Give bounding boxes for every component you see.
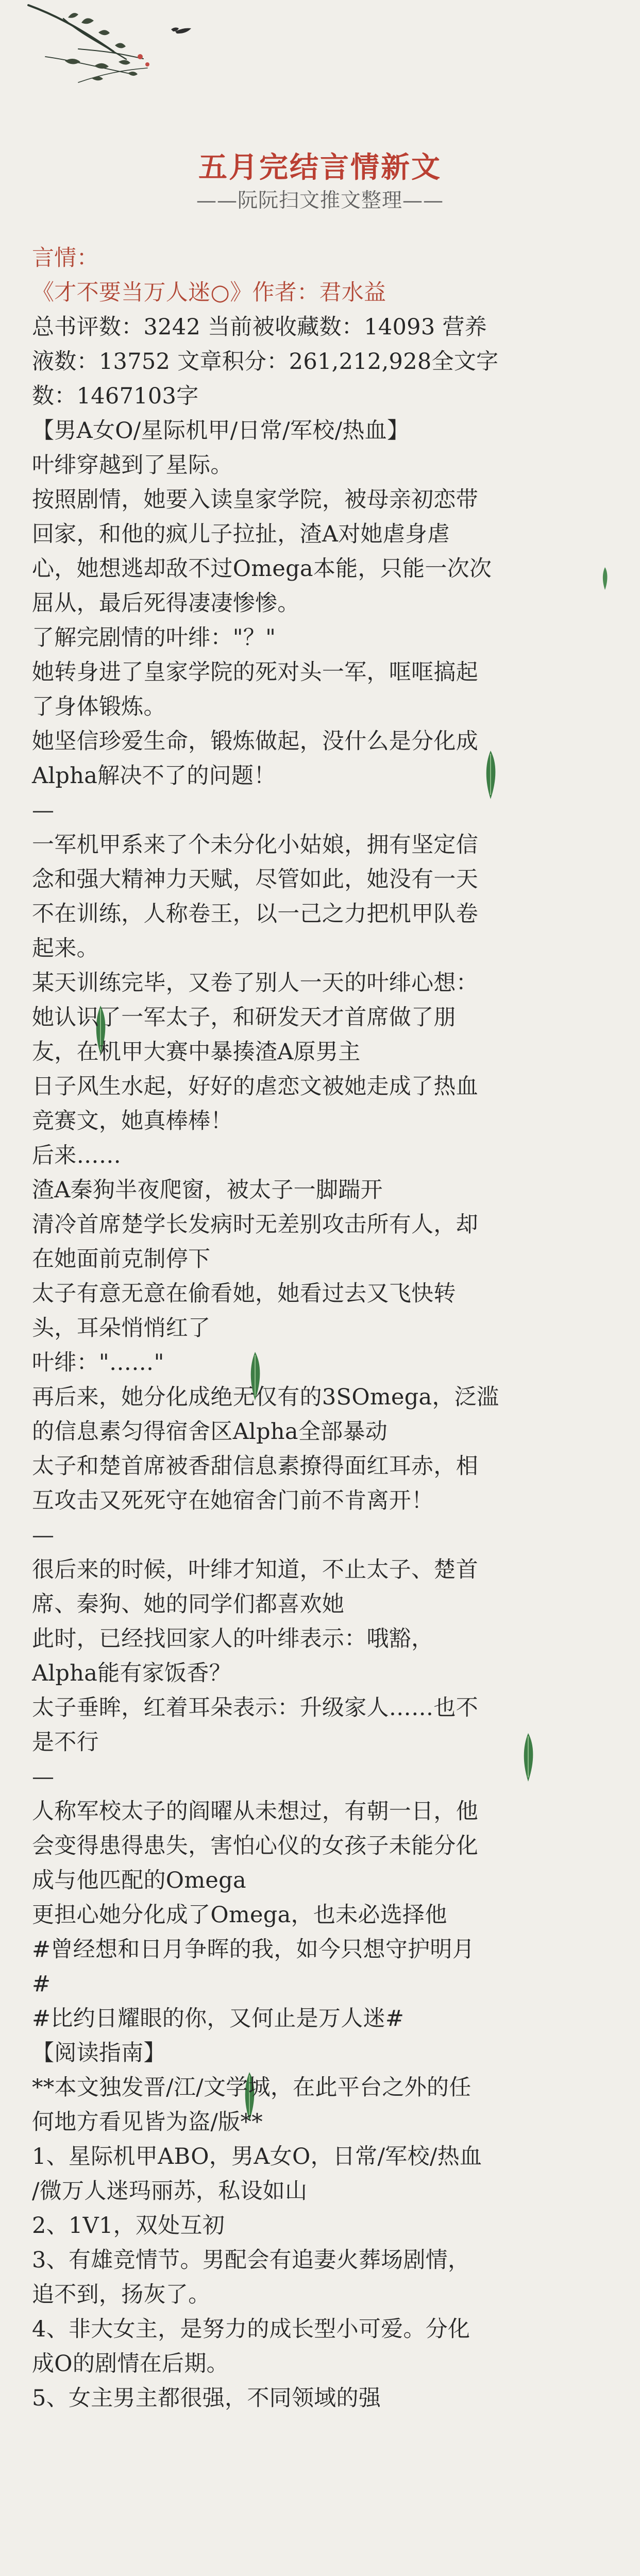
ink-branch-svg [21, 0, 206, 108]
summary-line: 日子风生水起，好好的虐恋文被她走成了热血 [32, 1074, 478, 1099]
title-block [33, 150, 607, 213]
summary-line: 叶绯穿越到了星际。 [32, 452, 233, 478]
guide-line: 5、女主男主都很强，不同领域的强 [32, 2385, 381, 2411]
divider-dash: — [32, 1764, 55, 1790]
stats-line-3: 数：1467103字 [32, 383, 199, 409]
summary-line: 了身体锻炼。 [32, 694, 166, 720]
summary-line: 成与他匹配的Omega [32, 1868, 246, 1893]
summary-line: 回家，和他的疯儿子拉扯，渣A对她虐身虐 [32, 521, 450, 547]
summary-line: 她认识了一军太子，和研发天才首席做了朋 [32, 1005, 456, 1030]
guide-line: **本文独发晋/江/文学城，在此平台之外的任 [32, 2075, 471, 2100]
summary-line: 席、秦狗、她的同学们都喜欢她 [32, 1591, 345, 1617]
summary-line: 在她面前克制停下 [32, 1246, 211, 1272]
summary-line: 是不行 [32, 1730, 99, 1755]
summary-line: 友，在机甲大赛中暴揍渣A原男主 [32, 1039, 361, 1065]
summary-line: 起来。 [32, 936, 99, 961]
book-summary [32, 241, 607, 2416]
summary-line: 人称军校太子的阎曜从未想过，有朝一日，他 [32, 1799, 478, 1824]
summary-line: 再后来，她分化成绝无仅有的3SOmega，泛滥 [32, 1384, 499, 1410]
book-title-author: 《才不要当万人迷○》作者：君水益 [32, 280, 386, 306]
stats-line-2: 液数：13752 文章积分：261,212,928全文字 [32, 349, 499, 375]
summary-line: 她转身进了皇家学院的死对头一军，哐哐搞起 [32, 659, 478, 685]
summary-line: 头，耳朵悄悄红了 [32, 1315, 211, 1341]
summary-line: 渣A秦狗半夜爬窗，被太子一脚踹开 [32, 1177, 383, 1203]
summary-line: 互攻击又死死守在她宿舍门前不肯离开！ [32, 1488, 434, 1514]
summary-line: 此时，已经找回家人的叶绯表示：哦豁， [32, 1626, 434, 1652]
summary-line: 太子和楚首席被香甜信息素撩得面红耳赤，相 [32, 1453, 478, 1479]
summary-line: 不在训练，人称卷王，以一己之力把机甲队卷 [32, 901, 478, 927]
summary-line: 竞赛文，她真棒棒！ [32, 1108, 233, 1134]
page-subtitle: ——阮阮扫文推文整理—— [196, 189, 444, 213]
summary-line: 了解完剧情的叶绯："？" [32, 625, 276, 651]
guide-heading: 【阅读指南】 [32, 2040, 166, 2066]
guide-line: 1、星际机甲ABO，男A女O，日常/军校/热血 [32, 2144, 482, 2170]
summary-line: # [32, 1971, 51, 1997]
summary-line: 念和强大精神力天赋，尽管如此，她没有一天 [32, 867, 478, 892]
divider-dash: — [32, 798, 55, 823]
summary-line: 会变得患得患失，害怕心仪的女孩子未能分化 [32, 1833, 478, 1859]
summary-line: 一军机甲系来了个未分化小姑娘，拥有坚定信 [32, 832, 478, 858]
summary-line: Alpha解决不了的问题！ [32, 763, 276, 789]
summary-line: 心，她想逃却敌不过Omega本能，只能一次次 [32, 556, 492, 582]
summary-line: Alpha能有家饭香？ [32, 1660, 231, 1686]
guide-line: 2、1V1，双处互初 [32, 2213, 225, 2239]
guide-line: 何地方看见皆为盗/版** [32, 2109, 263, 2135]
page-title: 五月完结言情新文 [198, 150, 442, 184]
summary-line: #比约日耀眼的你，又何止是万人迷# [32, 2006, 405, 2031]
stats-line-1: 总书评数：3242 当前被收藏数：14093 营养 [32, 314, 487, 340]
summary-line: 很后来的时候，叶绯才知道，不止太子、楚首 [32, 1557, 478, 1583]
guide-line: 成O的剧情在后期。 [32, 2351, 229, 2377]
summary-line: 后来…… [32, 1143, 122, 1168]
summary-line: #曾经想和日月争晖的我，如今只想守护明月 [32, 1937, 475, 1962]
guide-line: /微万人迷玛丽苏，私设如山 [32, 2178, 308, 2204]
summary-line: 按照剧情，她要入读皇家学院，被母亲初恋带 [32, 487, 478, 513]
summary-line: 的信息素匀得宿舍区Alpha全部暴动 [32, 1419, 388, 1445]
summary-line: 更担心她分化成了Omega，也未必选择他 [32, 1902, 447, 1928]
guide-line: 4、非大女主，是努力的成长型小可爱。分化 [32, 2316, 470, 2342]
tags-line: 【男A女O/星际机甲/日常/军校/热血】 [32, 418, 410, 444]
guide-line: 3、有雄竞情节。男配会有追妻火葬场剧情， [32, 2247, 470, 2273]
summary-line: 她坚信珍爱生命，锻炼做起，没什么是分化成 [32, 728, 478, 754]
guide-line: 追不到，扬灰了。 [32, 2282, 211, 2308]
summary-line: 某天训练完毕，又卷了别人一天的叶绯心想： [32, 970, 478, 996]
summary-line: 屈从，最后死得凄凄惨惨。 [32, 590, 300, 616]
summary-line: 叶绯："……" [32, 1350, 164, 1376]
ink-branch-illustration [21, 0, 206, 108]
divider-dash: — [32, 1522, 55, 1548]
category-label: 言情： [32, 245, 99, 271]
summary-line: 太子有意无意在偷看她，她看过去又飞快转 [32, 1281, 456, 1307]
summary-line: 清冷首席楚学长发病时无差别攻击所有人，却 [32, 1212, 478, 1238]
summary-line: 太子垂眸，红着耳朵表示：升级家人……也不 [32, 1695, 478, 1721]
